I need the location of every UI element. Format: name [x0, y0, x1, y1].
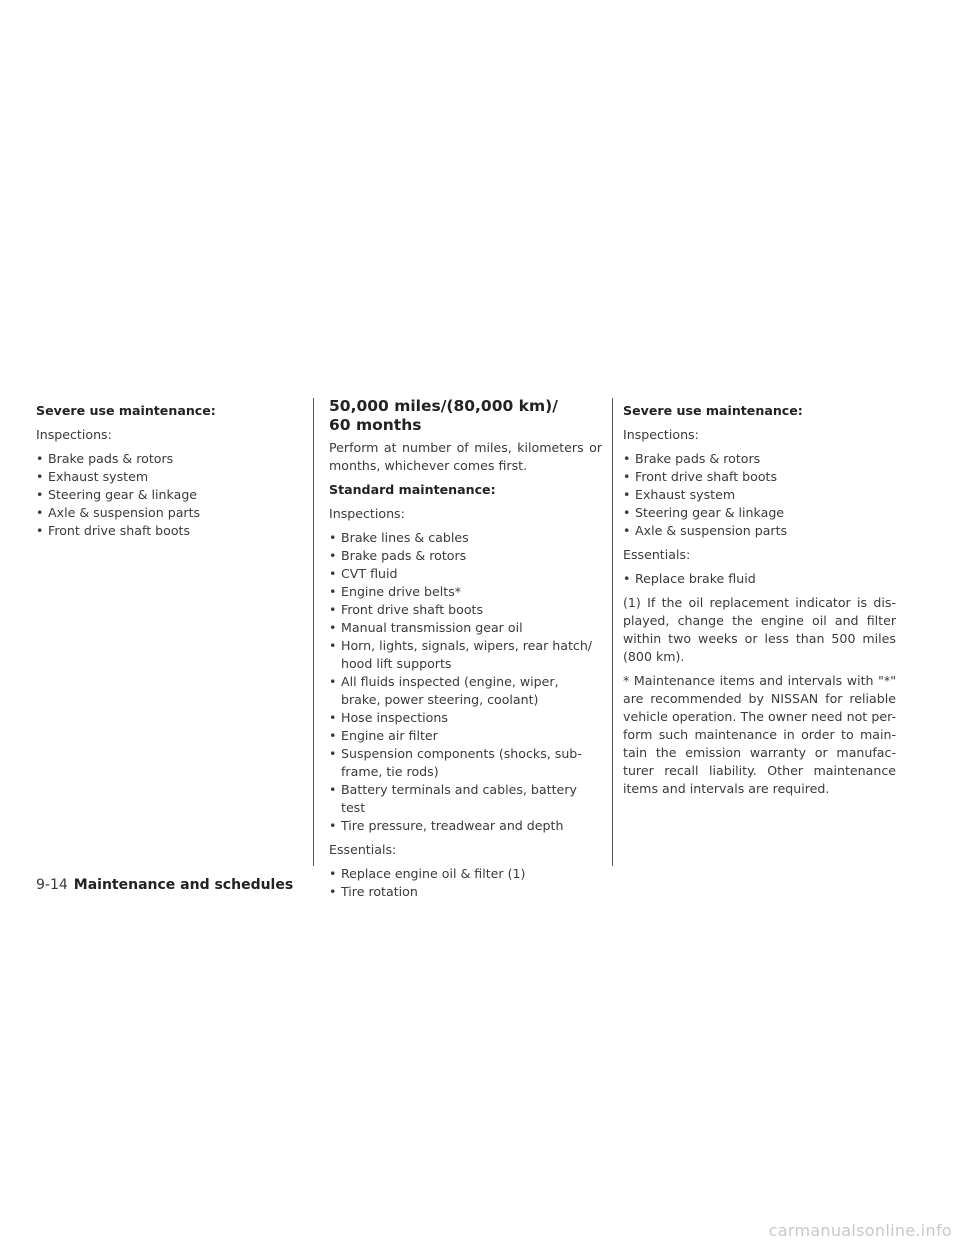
list-item: • CVT fluid	[329, 565, 602, 583]
column-divider	[313, 398, 314, 866]
list-item: • Exhaust system	[623, 486, 896, 504]
page-footer	[36, 876, 293, 894]
list-item: • Engine drive belts*	[329, 583, 602, 601]
list-item: • Brake lines & cables	[329, 529, 602, 547]
interval-heading-line1: 50,000 miles/(80,000 km)/	[329, 397, 558, 415]
essentials-list	[329, 865, 602, 901]
list-item: • Replace brake fluid	[623, 570, 896, 588]
standard-maintenance-heading: Standard maintenance:	[329, 482, 496, 497]
list-item: • Exhaust system	[36, 468, 298, 486]
list-item: • Suspension components (shocks, sub- frame, tie rods)	[329, 745, 602, 781]
list-item: • Replace engine oil & filter (1)	[329, 865, 602, 883]
column-divider	[612, 398, 613, 866]
inspections-label: Inspections:	[329, 506, 405, 521]
column-left	[36, 402, 298, 546]
watermark: carmanualsonline.info	[768, 1221, 952, 1240]
list-item: • Battery terminals and cables, battery test	[329, 781, 602, 817]
inspections-label: Inspections:	[36, 427, 112, 442]
essentials-list	[623, 570, 896, 588]
interval-heading-line2: 60 months	[329, 416, 422, 434]
essentials-label: Essentials:	[329, 842, 397, 857]
inspections-label: Inspections:	[623, 427, 699, 442]
list-item: • Tire pressure, treadwear and depth	[329, 817, 602, 835]
severe-use-heading: Severe use maintenance:	[623, 403, 803, 418]
inspection-list	[623, 450, 896, 540]
interval-heading	[329, 397, 602, 435]
list-item: • Tire rotation	[329, 883, 602, 901]
list-item: • Brake pads & rotors	[329, 547, 602, 565]
footnote-oil-indicator: (1) If the oil replacement indicator is dis- played, change the engine oil and filter within two weeks or less than 500 miles (800 km).	[623, 595, 896, 664]
essentials-label: Essentials:	[623, 547, 691, 562]
list-item: • Steering gear & linkage	[36, 486, 298, 504]
severe-use-heading: Severe use maintenance:	[36, 403, 216, 418]
section-title: Maintenance and schedules	[73, 877, 294, 893]
list-item: • Brake pads & rotors	[36, 450, 298, 468]
list-item: • Front drive shaft boots	[36, 522, 298, 540]
list-item: • Axle & suspension parts	[623, 522, 896, 540]
inspection-list	[36, 450, 298, 540]
interval-intro: Perform at number of miles, kilometers or months, whichever comes first.	[329, 440, 602, 473]
column-right	[623, 402, 896, 804]
list-item: • Hose inspections	[329, 709, 602, 727]
list-item: • Steering gear & linkage	[623, 504, 896, 522]
list-item: • Front drive shaft boots	[623, 468, 896, 486]
list-item: • All fluids inspected (engine, wiper, brake, power steering, coolant)	[329, 673, 602, 709]
list-item: • Horn, lights, signals, wipers, rear hatch/ hood lift supports	[329, 637, 602, 673]
footnote-asterisk: * Maintenance items and intervals with "*" are recommended by NISSAN for reliable vehicle operation. The owner need not per- form such maintenance in order to main- tain the emission warranty or manufac- turer recall liability. Other maintenance items and intervals are required.	[623, 673, 896, 796]
list-item: • Engine air filter	[329, 727, 602, 745]
list-item: • Axle & suspension parts	[36, 504, 298, 522]
list-item: • Manual transmission gear oil	[329, 619, 602, 637]
page-number: 9-14	[36, 877, 68, 893]
list-item: • Front drive shaft boots	[329, 601, 602, 619]
inspection-list	[329, 529, 602, 835]
list-item: • Brake pads & rotors	[623, 450, 896, 468]
column-middle	[329, 397, 602, 907]
